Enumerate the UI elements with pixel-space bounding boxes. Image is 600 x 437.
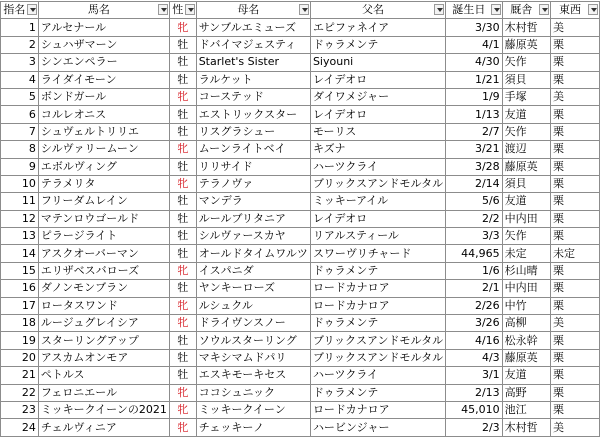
cell-sex[interactable]: 牡 (169, 54, 196, 71)
cell-birth[interactable]: 2/26 (446, 297, 503, 314)
cell-sire[interactable]: スワーヴリチャード (310, 245, 445, 262)
cell-stable[interactable]: 友道 (502, 367, 550, 384)
cell-no[interactable]: 9 (1, 158, 39, 175)
cell-stable[interactable]: 須貝 (502, 175, 550, 192)
cell-no[interactable]: 11 (1, 193, 39, 210)
cell-region[interactable]: 栗 (550, 193, 599, 210)
cell-birth[interactable]: 2/1 (446, 280, 503, 297)
cell-region[interactable]: 栗 (550, 106, 599, 123)
cell-birth[interactable]: 2/3 (446, 419, 503, 436)
cell-birth[interactable]: 1/6 (446, 262, 503, 279)
table-row (1, 332, 600, 349)
cell-birth[interactable]: 45,010 (446, 401, 503, 418)
cell-sex[interactable]: 牡 (169, 332, 196, 349)
col-header-birth[interactable]: 誕生日 (446, 2, 503, 19)
cell-no[interactable]: 12 (1, 210, 39, 227)
cell-no[interactable]: 5 (1, 88, 39, 105)
cell-stable[interactable]: 藤原英 (502, 158, 550, 175)
cell-sex[interactable]: 牡 (169, 36, 196, 53)
cell-sex[interactable]: 牝 (169, 315, 196, 332)
cell-region[interactable]: 栗 (550, 401, 599, 418)
cell-sire[interactable]: ドゥラメンテ (310, 262, 445, 279)
cell-stable[interactable]: 矢作 (502, 228, 550, 245)
cell-birth[interactable]: 2/13 (446, 384, 503, 401)
table-row (1, 297, 600, 314)
cell-stable[interactable]: 杉山晴 (502, 262, 550, 279)
cell-region[interactable]: 栗 (550, 349, 599, 366)
cell-dam[interactable]: ラルケット (196, 71, 310, 88)
cell-dam[interactable]: ドライヴンスノー (196, 315, 310, 332)
col-header-region[interactable]: 東西 (550, 2, 599, 19)
cell-sire[interactable]: ロードカナロア (310, 297, 445, 314)
cell-stable[interactable]: 木村哲 (502, 419, 550, 436)
cell-no[interactable]: 19 (1, 332, 39, 349)
cell-no[interactable]: 3 (1, 54, 39, 71)
cell-sire[interactable]: レイデオロ (310, 106, 445, 123)
filter-dropdown-icon[interactable] (185, 4, 195, 15)
cell-region[interactable]: 栗 (550, 71, 599, 88)
cell-birth[interactable]: 4/1 (446, 36, 503, 53)
cell-name[interactable]: ピラージライト (38, 228, 169, 245)
cell-stable[interactable]: 高野 (502, 384, 550, 401)
filter-dropdown-icon[interactable] (491, 4, 501, 15)
cell-birth[interactable]: 3/3 (446, 228, 503, 245)
cell-region[interactable]: 栗 (550, 280, 599, 297)
cell-name[interactable]: マテンロウゴールド (38, 210, 169, 227)
cell-dam[interactable]: ルールブリタニア (196, 210, 310, 227)
cell-name[interactable]: チェルヴィニア (38, 419, 169, 436)
cell-no[interactable]: 23 (1, 401, 39, 418)
cell-no[interactable]: 16 (1, 280, 39, 297)
cell-sire[interactable]: ドゥラメンテ (310, 384, 445, 401)
cell-stable[interactable]: 中内田 (502, 280, 550, 297)
cell-dam[interactable]: エストリックスター (196, 106, 310, 123)
cell-no[interactable]: 18 (1, 315, 39, 332)
cell-name[interactable]: ロータスワンド (38, 297, 169, 314)
cell-sire[interactable]: モーリス (310, 123, 445, 140)
cell-region[interactable]: 栗 (550, 36, 599, 53)
cell-no[interactable]: 15 (1, 262, 39, 279)
table-row (1, 367, 600, 384)
cell-sire[interactable]: ハービンジャー (310, 419, 445, 436)
cell-stable[interactable]: 手塚 (502, 88, 550, 105)
cell-no[interactable]: 22 (1, 384, 39, 401)
cell-name[interactable]: シンエンペラー (38, 54, 169, 71)
cell-no[interactable]: 1 (1, 19, 39, 36)
cell-no[interactable]: 8 (1, 141, 39, 158)
cell-sire[interactable]: ハーツクライ (310, 367, 445, 384)
cell-sire[interactable]: ブリックスアンドモルタル (310, 332, 445, 349)
table-row (1, 419, 600, 436)
cell-name[interactable]: ペトルス (38, 367, 169, 384)
cell-name[interactable]: コルレオニス (38, 106, 169, 123)
cell-birth[interactable]: 4/16 (446, 332, 503, 349)
cell-dam[interactable]: リリサイド (196, 158, 310, 175)
cell-dam[interactable]: コーステッド (196, 88, 310, 105)
cell-sex[interactable]: 牡 (169, 123, 196, 140)
cell-region[interactable]: 栗 (550, 210, 599, 227)
cell-stable[interactable]: 中竹 (502, 297, 550, 314)
col-header-dam[interactable]: 母名 (196, 2, 310, 19)
cell-birth[interactable]: 3/30 (446, 19, 503, 36)
cell-dam[interactable]: オールドタイムワルツ (196, 245, 310, 262)
cell-sex[interactable]: 牝 (169, 141, 196, 158)
cell-stable[interactable]: 高柳 (502, 315, 550, 332)
table-row (1, 193, 600, 210)
table-row (1, 36, 600, 53)
cell-name[interactable]: ライダイモーン (38, 71, 169, 88)
table-row (1, 19, 600, 36)
cell-sex[interactable]: 牡 (169, 280, 196, 297)
col-header-stable[interactable]: 厩舎 (502, 2, 550, 19)
cell-birth[interactable]: 44,965 (446, 245, 503, 262)
cell-dam[interactable]: ソウルスターリング (196, 332, 310, 349)
cell-stable[interactable]: 未定 (502, 245, 550, 262)
cell-sex[interactable]: 牡 (169, 228, 196, 245)
table-row (1, 349, 600, 366)
cell-birth[interactable]: 4/3 (446, 349, 503, 366)
filter-dropdown-icon[interactable] (434, 4, 444, 15)
cell-dam[interactable]: マキシマムドパリ (196, 349, 310, 366)
cell-birth[interactable]: 3/28 (446, 158, 503, 175)
cell-sire[interactable]: ブリックスアンドモルタル (310, 349, 445, 366)
cell-sex[interactable]: 牡 (169, 349, 196, 366)
cell-sire[interactable]: エピファネイア (310, 19, 445, 36)
cell-no[interactable]: 21 (1, 367, 39, 384)
cell-region[interactable]: 美 (550, 19, 599, 36)
table-row (1, 106, 600, 123)
table-row (1, 280, 600, 297)
cell-sire[interactable]: ロードカナロア (310, 280, 445, 297)
cell-sex[interactable]: 牡 (169, 210, 196, 227)
cell-dam[interactable]: リスグラシュー (196, 123, 310, 140)
cell-stable[interactable]: 木村哲 (502, 19, 550, 36)
cell-name[interactable]: ボンドガール (38, 88, 169, 105)
cell-sire[interactable]: ドゥラメンテ (310, 315, 445, 332)
cell-stable[interactable]: 矢作 (502, 123, 550, 140)
cell-birth[interactable]: 4/30 (446, 54, 503, 71)
col-header-sire[interactable]: 父名 (310, 2, 445, 19)
cell-stable[interactable]: 中内田 (502, 210, 550, 227)
cell-dam[interactable]: エスキモーキセス (196, 367, 310, 384)
cell-no[interactable]: 13 (1, 228, 39, 245)
cell-stable[interactable]: 藤原英 (502, 36, 550, 53)
cell-birth[interactable]: 3/26 (446, 315, 503, 332)
cell-sire[interactable]: ミッキーアイル (310, 193, 445, 210)
table-body (1, 19, 600, 436)
cell-birth[interactable]: 2/2 (446, 210, 503, 227)
cell-region[interactable]: 栗 (550, 175, 599, 192)
cell-stable[interactable]: 池江 (502, 401, 550, 418)
cell-dam[interactable]: イスパニダ (196, 262, 310, 279)
table-row (1, 401, 600, 418)
cell-no[interactable]: 20 (1, 349, 39, 366)
cell-birth[interactable]: 2/7 (446, 123, 503, 140)
cell-dam[interactable]: ムーンライトベイ (196, 141, 310, 158)
cell-stable[interactable]: 藤原英 (502, 349, 550, 366)
cell-no[interactable]: 2 (1, 36, 39, 53)
cell-sex[interactable]: 牡 (169, 71, 196, 88)
cell-sex[interactable]: 牡 (169, 367, 196, 384)
table-row (1, 210, 600, 227)
cell-region[interactable]: 未定 (550, 245, 599, 262)
cell-sire[interactable]: ドゥラメンテ (310, 36, 445, 53)
cell-region[interactable]: 栗 (550, 367, 599, 384)
cell-sire[interactable]: ハーツクライ (310, 158, 445, 175)
cell-dam[interactable]: ココシュニック (196, 384, 310, 401)
cell-sex[interactable]: 牝 (169, 401, 196, 418)
cell-sire[interactable]: Siyouni (310, 54, 445, 71)
table-row (1, 158, 600, 175)
cell-sex[interactable]: 牝 (169, 175, 196, 192)
cell-sex[interactable]: 牝 (169, 384, 196, 401)
table-row (1, 141, 600, 158)
cell-region[interactable]: 栗 (550, 384, 599, 401)
cell-dam[interactable]: シルヴァースカヤ (196, 228, 310, 245)
cell-sex[interactable]: 牝 (169, 297, 196, 314)
cell-sire[interactable]: レイデオロ (310, 210, 445, 227)
col-header-name[interactable]: 馬名 (38, 2, 169, 19)
cell-dam[interactable]: ドバイマジェスティ (196, 36, 310, 53)
cell-dam[interactable]: Starlet's Sister (196, 54, 310, 71)
cell-name[interactable]: アスクオーバーマン (38, 245, 169, 262)
cell-birth[interactable]: 1/21 (446, 71, 503, 88)
cell-sex[interactable]: 牡 (169, 106, 196, 123)
cell-region[interactable]: 美 (550, 419, 599, 436)
cell-sex[interactable]: 牝 (169, 88, 196, 105)
cell-name[interactable]: フリーダムレイン (38, 193, 169, 210)
cell-region[interactable]: 栗 (550, 123, 599, 140)
filter-dropdown-icon[interactable] (588, 4, 598, 15)
cell-stable[interactable]: 渡辺 (502, 141, 550, 158)
filter-dropdown-icon[interactable] (158, 4, 168, 15)
cell-dam[interactable]: ミッキークイーン (196, 401, 310, 418)
table-row (1, 262, 600, 279)
cell-region[interactable]: 栗 (550, 54, 599, 71)
filter-dropdown-icon[interactable] (299, 4, 309, 15)
cell-stable[interactable]: 友道 (502, 106, 550, 123)
cell-birth[interactable]: 3/21 (446, 141, 503, 158)
cell-birth[interactable]: 1/13 (446, 106, 503, 123)
cell-sire[interactable]: ブリックスアンドモルタル (310, 175, 445, 192)
cell-dam[interactable]: サンブルエミューズ (196, 19, 310, 36)
cell-sex[interactable]: 牡 (169, 193, 196, 210)
cell-no[interactable]: 7 (1, 123, 39, 140)
cell-stable[interactable]: 松永幹 (502, 332, 550, 349)
cell-sire[interactable]: レイデオロ (310, 71, 445, 88)
cell-birth[interactable]: 3/1 (446, 367, 503, 384)
cell-sex[interactable]: 牡 (169, 158, 196, 175)
cell-name[interactable]: シルヴァリームーン (38, 141, 169, 158)
cell-sex[interactable]: 牝 (169, 419, 196, 436)
cell-no[interactable]: 24 (1, 419, 39, 436)
cell-region[interactable]: 栗 (550, 158, 599, 175)
cell-no[interactable]: 17 (1, 297, 39, 314)
header-row (1, 2, 600, 19)
cell-name[interactable]: アルセナール (38, 19, 169, 36)
table-row (1, 123, 600, 140)
cell-region[interactable]: 美 (550, 88, 599, 105)
table-row (1, 315, 600, 332)
cell-stable[interactable]: 友道 (502, 193, 550, 210)
table-row (1, 71, 600, 88)
cell-sire[interactable]: ダイワメジャー (310, 88, 445, 105)
cell-name[interactable]: シュハザマーン (38, 36, 169, 53)
table-row (1, 88, 600, 105)
horse-table (0, 1, 600, 437)
cell-dam[interactable]: ルシュクル (196, 297, 310, 314)
cell-region[interactable]: 栗 (550, 297, 599, 314)
filter-dropdown-icon[interactable] (27, 4, 37, 15)
cell-dam[interactable]: マンデラ (196, 193, 310, 210)
cell-name[interactable]: フェロニエール (38, 384, 169, 401)
cell-name[interactable]: テラメリタ (38, 175, 169, 192)
cell-stable[interactable]: 須貝 (502, 71, 550, 88)
table-row (1, 384, 600, 401)
cell-birth[interactable]: 2/14 (446, 175, 503, 192)
cell-birth[interactable]: 5/6 (446, 193, 503, 210)
cell-no[interactable]: 4 (1, 71, 39, 88)
cell-sex[interactable]: 牝 (169, 262, 196, 279)
cell-name[interactable]: エボルヴィング (38, 158, 169, 175)
cell-no[interactable]: 10 (1, 175, 39, 192)
cell-dam[interactable]: ヤンキーローズ (196, 280, 310, 297)
cell-sire[interactable]: リアルスティール (310, 228, 445, 245)
table-row (1, 175, 600, 192)
cell-name[interactable]: ダノンモンブラン (38, 280, 169, 297)
cell-region[interactable]: 栗 (550, 141, 599, 158)
cell-name[interactable]: ミッキークイーンの2021 (38, 401, 169, 418)
cell-region[interactable]: 美 (550, 315, 599, 332)
cell-region[interactable]: 栗 (550, 262, 599, 279)
cell-name[interactable]: シュヴェルトリリエ (38, 123, 169, 140)
table-row (1, 228, 600, 245)
col-header-no[interactable]: 指名 (1, 2, 39, 19)
cell-name[interactable]: エリザベスバローズ (38, 262, 169, 279)
cell-region[interactable]: 栗 (550, 332, 599, 349)
cell-dam[interactable]: テラノヴァ (196, 175, 310, 192)
cell-birth[interactable]: 1/9 (446, 88, 503, 105)
col-header-sex[interactable]: 性 (169, 2, 196, 19)
table-row (1, 245, 600, 262)
cell-sire[interactable]: キズナ (310, 141, 445, 158)
cell-region[interactable]: 栗 (550, 228, 599, 245)
cell-dam[interactable]: チェッキーノ (196, 419, 310, 436)
cell-sex[interactable]: 牝 (169, 19, 196, 36)
cell-stable[interactable]: 矢作 (502, 54, 550, 71)
cell-name[interactable]: アスカムオンモア (38, 349, 169, 366)
cell-name[interactable]: スターリングアップ (38, 332, 169, 349)
table-row (1, 54, 600, 71)
cell-sex[interactable]: 牡 (169, 245, 196, 262)
cell-no[interactable]: 14 (1, 245, 39, 262)
cell-sire[interactable]: ロードカナロア (310, 401, 445, 418)
filter-dropdown-icon[interactable] (539, 4, 549, 15)
cell-no[interactable]: 6 (1, 106, 39, 123)
cell-name[interactable]: ルージュグレイシア (38, 315, 169, 332)
